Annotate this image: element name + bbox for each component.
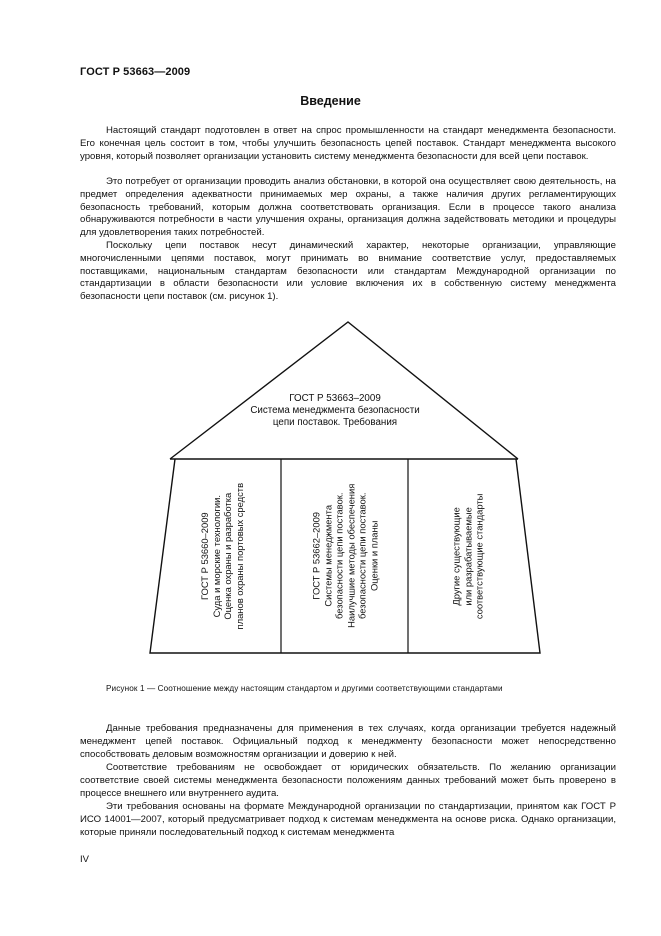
paragraph-body-2: Соответствие требованиям не освобождает от юридических обязательств. По желанию организации соответствие своей системы менеджмента безопасности положениям данных требований может быть проверено в процессе внешнего или внутреннего аудита.: [80, 762, 616, 799]
column-left-text: [199, 483, 245, 630]
paragraph-intro-3: Поскольку цепи поставок несут динамический характер, некоторые организации, управляющие многочисленными цепями поставок, могут принимать во внимание соответствие услуг, предоставляемых поставщиками, национальным стандартам безопасности или стандартам Международной организации по стандартизации в области безопасности или условие включения их в собственную систему менеджмента безопасности цепи поставок (см. рисунок 1).: [80, 240, 616, 303]
paragraph-intro-2: Это потребует от организации проводить анализ обстановки, в которой она осуществляет свою деятельность, на предмет определения адекватности принимаемых мер охраны, а также наличия других регламентирующих безопасность требований, которым должна соответствовать организация. Если в процессе такого анализа обнаруживаются потребности в части улучшения охраны, организация должна задействовать методики и процедуры для удовлетворения таких потребностей.: [80, 176, 616, 239]
document-header: ГОСТ Р 53663—2009: [80, 66, 191, 78]
section-title: Введение: [300, 94, 361, 108]
column-middle-line-1: ГОСТ Р 53662–2009: [310, 512, 322, 600]
roof-label: [235, 393, 435, 430]
column-right-line-1: Другие существующие: [450, 506, 462, 606]
column-left: [162, 462, 282, 650]
column-middle-line-3: безопасности цепи поставок.: [333, 492, 345, 620]
column-right: [410, 462, 526, 650]
column-middle-line-2: Системы менеджмента: [321, 505, 333, 607]
column-middle-line-6: Оценки и планы: [368, 520, 380, 592]
roof-line-3: цепи поставок. Требования: [272, 417, 398, 429]
paragraph-body-3: Эти требования основаны на формате Международной организации по стандартизации, принятом как ГОСТ Р ИСО 14001—2007, который предусматривает подход к системам менеджмента на основе риска. Однако организации, которые приняли последовательный подход к системам менеджмента: [80, 801, 616, 838]
column-right-line-2: или разрабатываемые: [462, 506, 474, 606]
column-middle-line-5: безопасности цепи поставок.: [356, 492, 368, 620]
roof-line-2: Система менеджмента безопасности: [250, 405, 420, 417]
column-right-text: [451, 493, 486, 619]
page-number: IV: [80, 854, 89, 865]
standards-diagram: [140, 322, 530, 662]
column-left-line-3: Оценка охраны и разработка: [222, 492, 234, 620]
column-middle-line-4: Наилучшие методы обеспечения: [345, 483, 356, 629]
column-middle-text: [310, 484, 380, 628]
roof-outline: [170, 322, 518, 459]
column-left-line-4: планов охраны портовых средств: [233, 482, 245, 630]
column-middle: [283, 462, 407, 650]
column-left-line-1: ГОСТ Р 53660–2009: [198, 512, 210, 600]
paragraph-intro-1: Настоящий стандарт подготовлен в ответ на спрос промышленности на стандарт менеджмента безопасности. Его конечная цель состоит в том, чтобы улучшить безопасность цепей поставок. Стандарт менеджмента высокого уровня, который позволяет организации установить систему менеджмента безопасности для всей цепи поставок.: [80, 125, 616, 162]
figure-caption: Рисунок 1 — Соотношение между настоящим стандартом и другими соответствующими стандартами: [106, 684, 503, 693]
roof-line-1: ГОСТ Р 53663–2009: [289, 393, 381, 404]
column-left-line-2: Суда и морские технологии.: [210, 494, 222, 618]
paragraph-body-1: Данные требования предназначены для применения в тех случаях, когда организации требуется надежный менеджмент цепей поставок. Официальный подход к менеджменту безопасности может непосредственно способствовать деловым возможностям организации и доверию к ней.: [80, 723, 616, 760]
column-right-line-3: соответствующие стандарты: [473, 493, 485, 619]
